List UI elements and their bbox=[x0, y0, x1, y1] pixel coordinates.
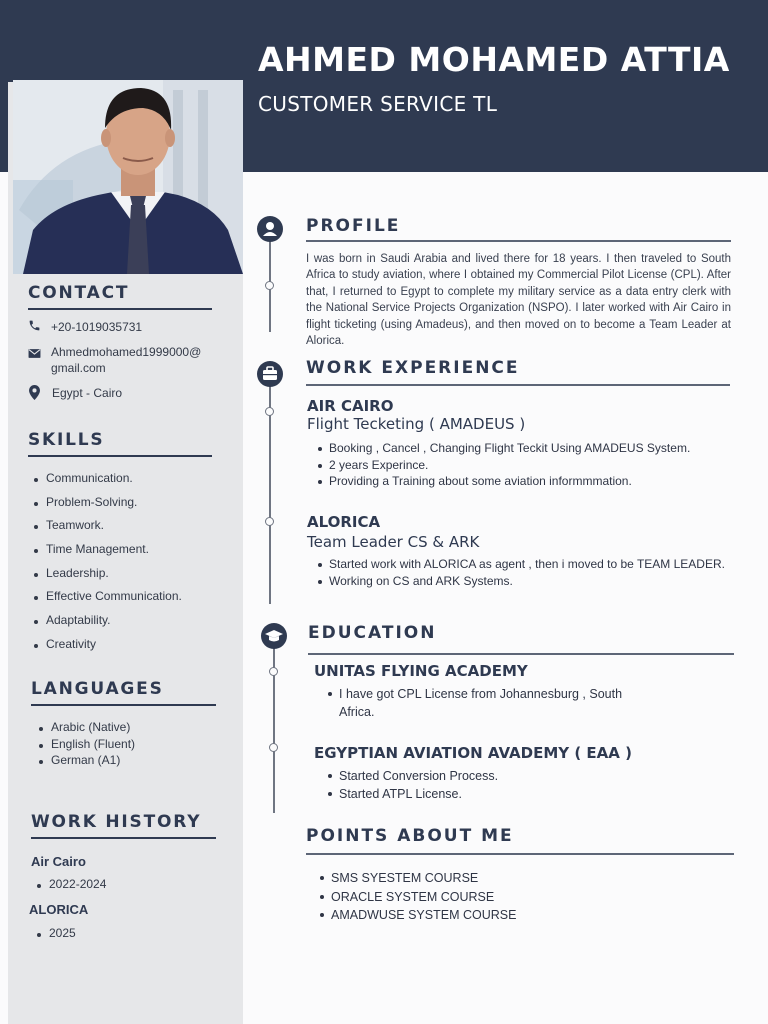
job-bullet: Started work with ALORICA as agent , then i moved to be TEAM LEADER. bbox=[315, 556, 730, 573]
education-rule bbox=[308, 653, 734, 655]
language-item: English (Fluent) bbox=[37, 737, 135, 754]
language-item: German (A1) bbox=[37, 753, 135, 770]
work-history-rule bbox=[31, 837, 216, 839]
profile-photo bbox=[13, 80, 243, 274]
profile-icon bbox=[257, 216, 283, 242]
history-period: 2022-2024 bbox=[35, 877, 106, 891]
location: Egypt - Cairo bbox=[52, 386, 123, 400]
contact-heading: CONTACT bbox=[28, 283, 130, 303]
location-pin-icon bbox=[29, 385, 40, 405]
history-period-list bbox=[35, 926, 76, 940]
school-bullet: Started ATPL License. bbox=[325, 785, 725, 803]
briefcase-icon bbox=[257, 361, 283, 387]
profile-heading: PROFILE bbox=[306, 216, 401, 236]
timeline-node bbox=[269, 743, 278, 752]
skill-item: Effective Communication. bbox=[32, 589, 182, 613]
timeline-node bbox=[265, 281, 274, 290]
email-line-2[interactable]: gmail.com bbox=[51, 361, 106, 375]
skill-item: Time Management. bbox=[32, 542, 182, 566]
timeline-education bbox=[273, 637, 275, 813]
job-bullets bbox=[315, 440, 730, 490]
phone-number[interactable]: +20-1019035731 bbox=[51, 320, 143, 334]
point-item: AMADWUSE SYSTEM COURSE bbox=[317, 906, 717, 925]
languages-heading: LANGUAGES bbox=[31, 679, 164, 699]
history-company: ALORICA bbox=[29, 902, 89, 917]
history-period-list bbox=[35, 877, 106, 891]
points-rule bbox=[306, 853, 734, 855]
person-name: AHMED MOHAMED ATTIA bbox=[258, 40, 730, 79]
profile-rule bbox=[306, 240, 731, 242]
skill-item: Problem-Solving. bbox=[32, 495, 182, 519]
point-item: ORACLE SYSTEM COURSE bbox=[317, 888, 717, 907]
skill-item: Creativity bbox=[32, 637, 182, 661]
history-company: Air Cairo bbox=[31, 854, 86, 869]
history-period: 2025 bbox=[35, 926, 76, 940]
skill-item: Communication. bbox=[32, 471, 182, 495]
email-icon bbox=[28, 346, 41, 364]
portrait-illustration bbox=[13, 80, 243, 274]
job-role: CUSTOMER SERVICE TL bbox=[258, 92, 498, 116]
skill-item: Leadership. bbox=[32, 566, 182, 590]
school-bullets bbox=[325, 767, 725, 803]
languages-rule bbox=[31, 704, 216, 706]
phone-icon bbox=[28, 319, 41, 337]
school-name: EGYPTIAN AVIATION AVADEMY ( EAA ) bbox=[314, 744, 632, 762]
email-line-1[interactable]: Ahmedmohamed1999000@ bbox=[51, 345, 202, 359]
point-item: SMS SYESTEM COURSE bbox=[317, 869, 717, 888]
skills-rule bbox=[28, 455, 212, 457]
school-name: UNITAS FLYING ACADEMY bbox=[314, 662, 528, 680]
experience-rule bbox=[306, 384, 730, 386]
job-bullet: 2 years Experince. bbox=[315, 457, 730, 474]
languages-list bbox=[37, 720, 135, 770]
job-title: Flight Tecketing ( AMADEUS ) bbox=[307, 415, 526, 433]
points-list bbox=[317, 869, 717, 925]
job-bullets bbox=[315, 556, 730, 589]
job-bullet: Providing a Training about some aviation informmmation. bbox=[315, 473, 730, 490]
graduation-cap-icon bbox=[261, 623, 287, 649]
language-item: Arabic (Native) bbox=[37, 720, 135, 737]
school-bullet: Started Conversion Process. bbox=[325, 767, 725, 785]
job-title: Team Leader CS & ARK bbox=[307, 533, 480, 551]
experience-heading: WORK EXPERIENCE bbox=[306, 358, 520, 378]
skill-item: Teamwork. bbox=[32, 518, 182, 542]
timeline-node bbox=[269, 667, 278, 676]
profile-text: I was born in Saudi Arabia and lived there for 18 years. I then traveled to South Africa to study aviation, where I obtained my Commercial Pilot License (CPL). After that, I returned to Egypt to complete my military service as a data entry clerk with the National Service Projects Organization (NSPO). I later worked with Air Cairo in flight ticketing (using Amadeus), and then moved on to become a Team Leader at Alorica. bbox=[306, 253, 731, 348]
education-heading: EDUCATION bbox=[308, 623, 437, 643]
contact-rule bbox=[28, 308, 212, 310]
skill-item: Adaptability. bbox=[32, 613, 182, 637]
timeline-node bbox=[265, 407, 274, 416]
skills-list bbox=[32, 471, 182, 661]
school-bullets bbox=[325, 685, 630, 721]
work-history-heading: WORK HISTORY bbox=[31, 812, 202, 832]
timeline-node bbox=[265, 517, 274, 526]
job-company: AIR CAIRO bbox=[307, 397, 394, 415]
timeline-profile bbox=[269, 228, 271, 332]
job-bullet: Booking , Cancel , Changing Flight Teckit Using AMADEUS System. bbox=[315, 440, 730, 457]
job-company: ALORICA bbox=[307, 513, 381, 531]
skills-heading: SKILLS bbox=[28, 430, 105, 450]
points-heading: POINTS ABOUT ME bbox=[306, 826, 514, 846]
job-bullet: Working on CS and ARK Systems. bbox=[315, 573, 730, 590]
school-bullet: I have got CPL License from Johannesburg , South Africa. bbox=[325, 685, 630, 721]
